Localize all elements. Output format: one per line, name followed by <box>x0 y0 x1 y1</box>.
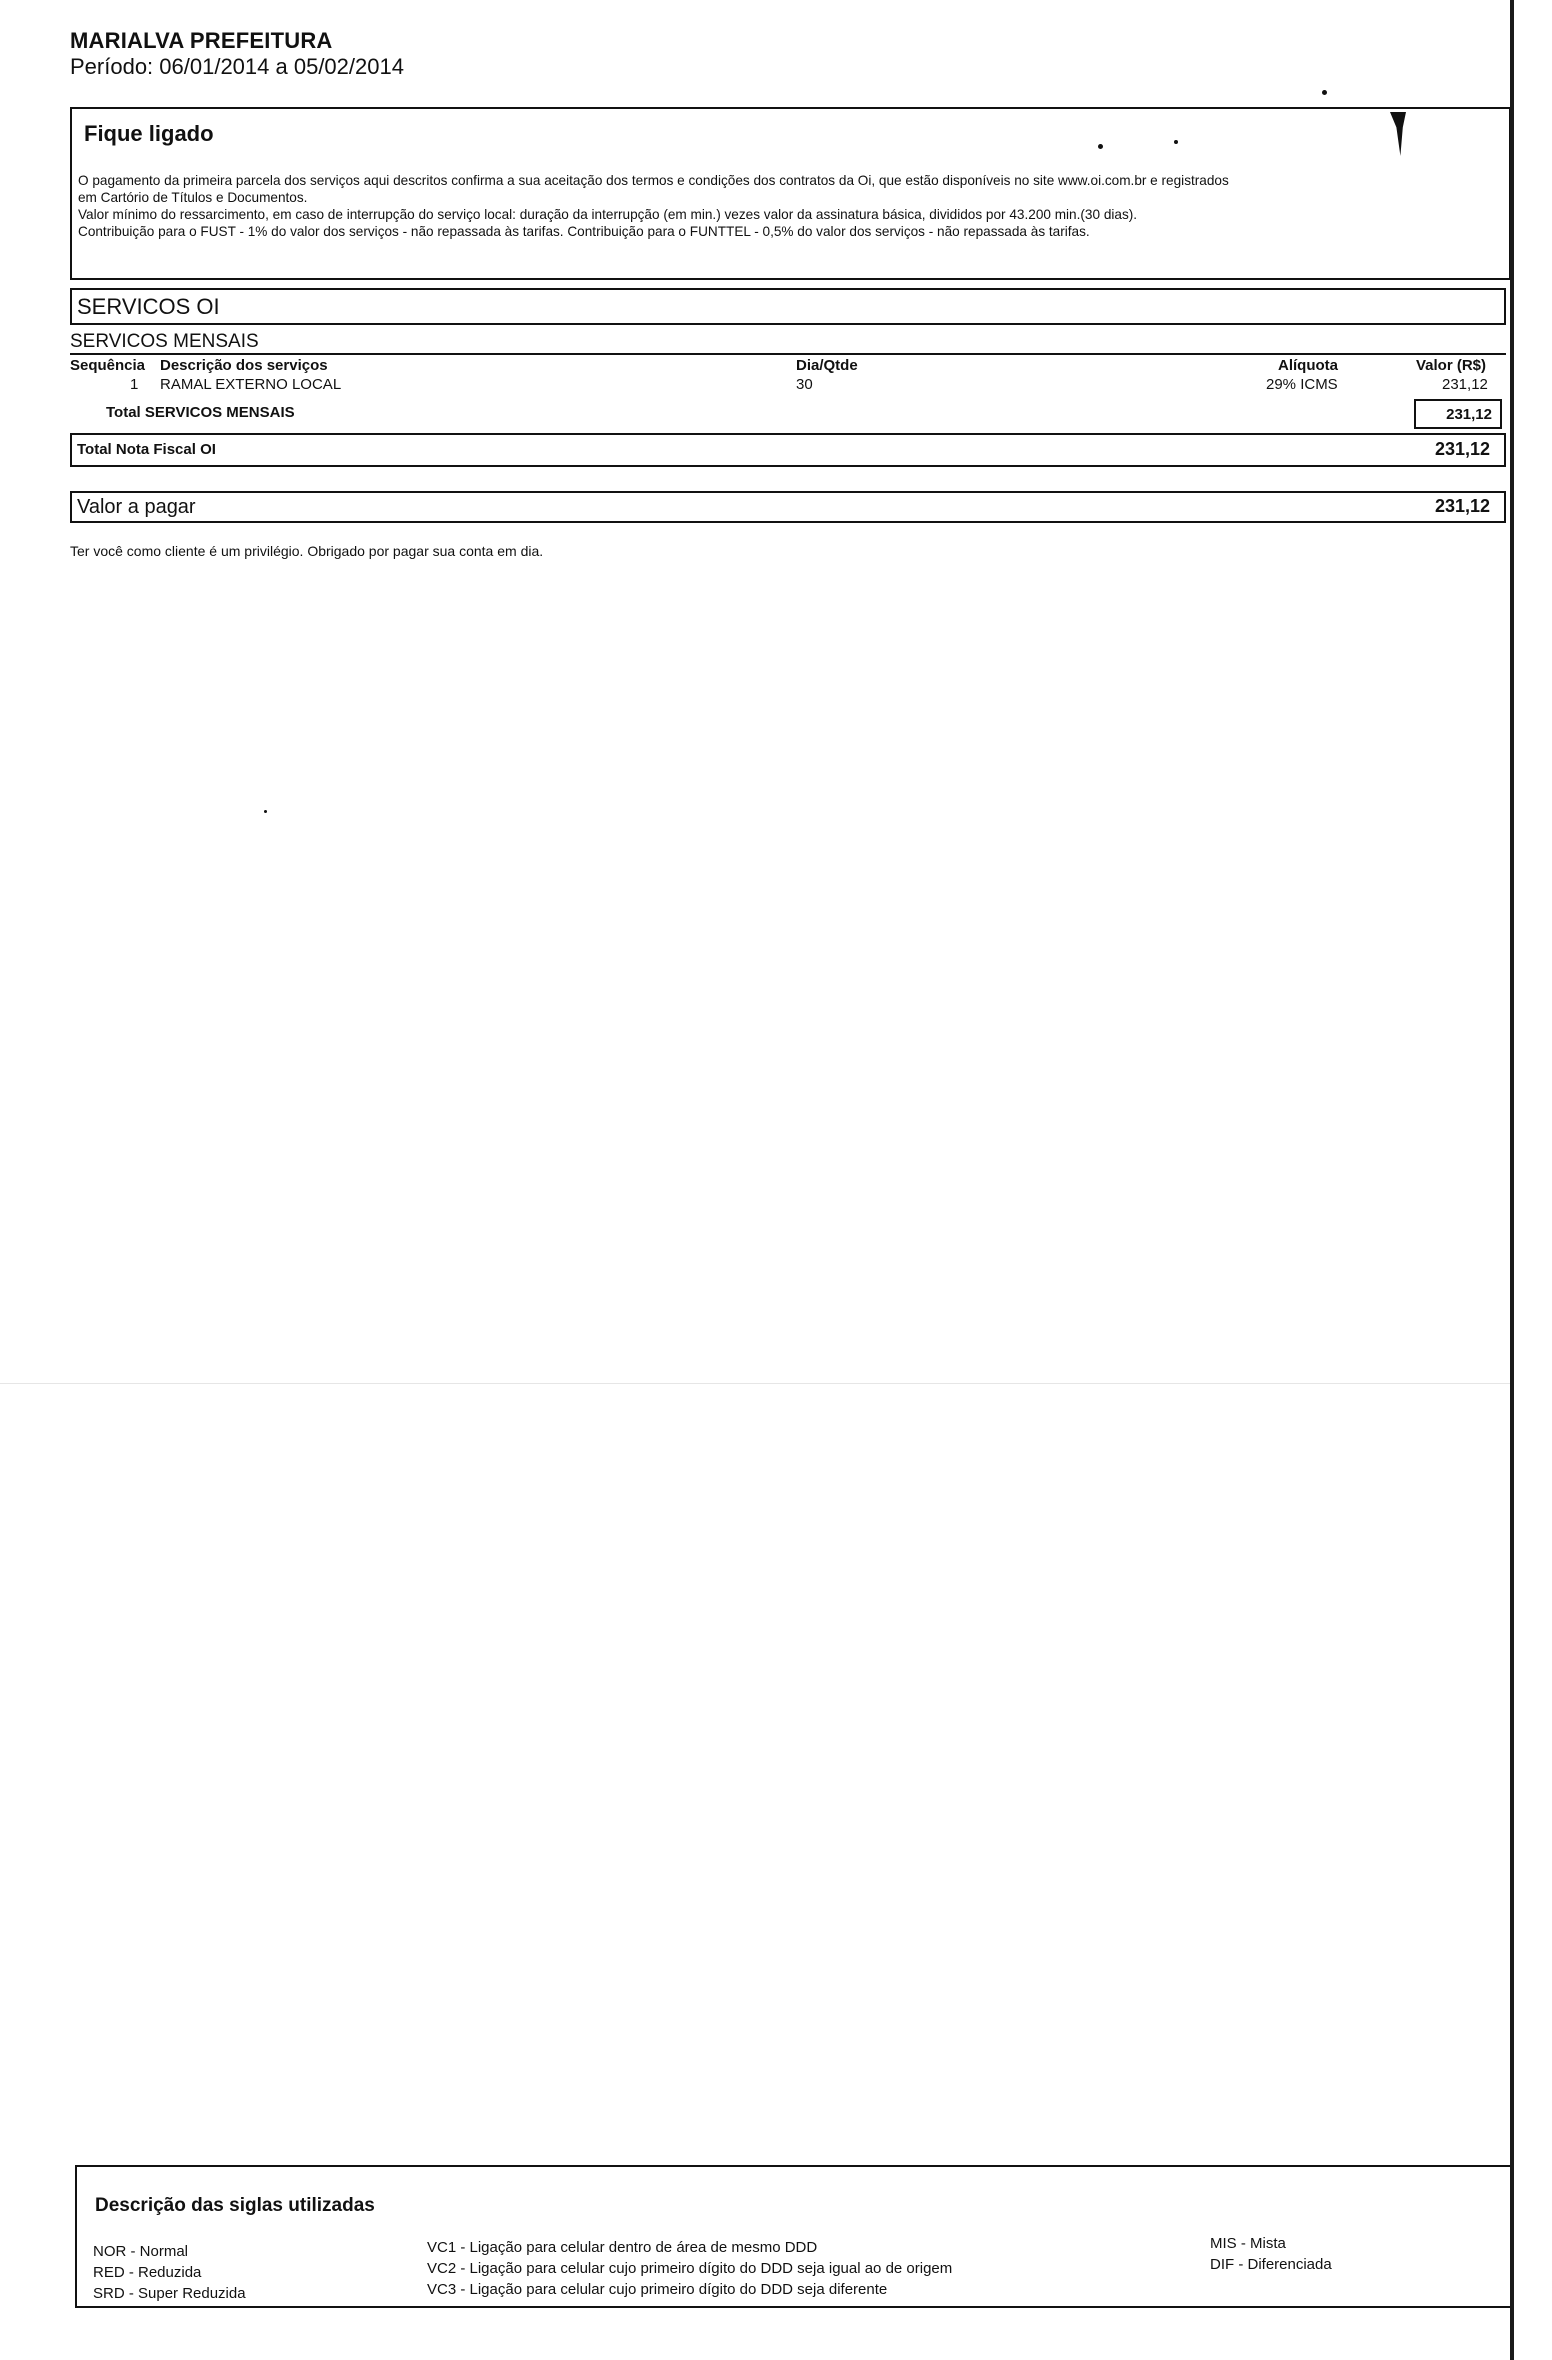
cell-sequencia: 1 <box>130 376 139 393</box>
sigla-item: SRD - Super Reduzida <box>93 2285 246 2302</box>
siglas-col-tarifas <box>93 2241 246 2304</box>
servicos-oi-title: SERVICOS OI <box>77 294 220 319</box>
col-header-aliquota: Alíquota <box>1278 357 1338 374</box>
siglas-legend-box <box>75 2165 1520 2308</box>
paper-fold-line <box>0 1383 1510 1384</box>
sigla-item: VC3 - Ligação para celular cujo primeiro dígito do DDD seja diferente <box>427 2281 888 2298</box>
ink-speck <box>1322 90 1327 95</box>
fique-ligado-box <box>70 107 1511 280</box>
total-nota-fiscal-value: 231,12 <box>1434 439 1490 459</box>
cell-aliquota: 29% ICMS <box>1266 376 1338 393</box>
col-header-valor: Valor (R$) <box>1416 357 1487 374</box>
sigla-item: VC1 - Ligação para celular dentro de área de mesmo DDD <box>427 2239 818 2256</box>
valor-a-pagar-label: Valor a pagar <box>77 496 196 518</box>
total-mensais-label: Total SERVICOS MENSAIS <box>106 404 295 421</box>
fique-ligado-text <box>78 172 1508 240</box>
fique-ligado-line: Contribuição para o FUST - 1% do valor dos serviços - não repassada às tarifas. Contribuição para o FUNTTEL - 0,5% do valor dos serviços - não repassada às tarifas. <box>78 224 1090 239</box>
siglas-title: Descrição das siglas utilizadas <box>95 2195 375 2216</box>
servicos-mensais-title: SERVICOS MENSAIS <box>70 331 259 352</box>
valor-a-pagar <box>70 491 1506 523</box>
total-mensais-box <box>1414 399 1502 429</box>
siglas-col-outros <box>1210 2233 1332 2275</box>
sigla-item: RED - Reduzida <box>93 2264 202 2281</box>
ink-speck <box>1174 140 1178 144</box>
thanks-message: Ter você como cliente é um privilégio. Obrigado por pagar sua conta em dia. <box>70 543 544 559</box>
ink-speck <box>264 810 267 813</box>
total-nota-fiscal <box>70 433 1506 467</box>
col-header-dia-qtde: Dia/Qtde <box>796 357 858 374</box>
cell-descricao: RAMAL EXTERNO LOCAL <box>160 376 342 393</box>
company-name: MARIALVA PREFEITURA <box>70 28 333 53</box>
ink-speck <box>1098 144 1103 149</box>
sigla-item: NOR - Normal <box>93 2243 189 2260</box>
sigla-item: VC2 - Ligação para celular cujo primeiro dígito do DDD seja igual ao de origem <box>427 2260 953 2277</box>
billing-period: Período: 06/01/2014 a 05/02/2014 <box>70 54 404 79</box>
siglas-col-celular <box>427 2237 952 2300</box>
cell-dia-qtde: 30 <box>796 376 813 393</box>
fique-ligado-line: O pagamento da primeira parcela dos serviços aqui descritos confirma a sua aceitação dos termos e condições dos contratos da Oi, que estão disponíveis no site www.oi.com.br e registrados <box>78 173 1229 188</box>
sigla-item: MIS - Mista <box>1210 2235 1286 2252</box>
scanned-page-edge <box>1510 0 1552 2360</box>
cell-valor: 231,12 <box>1442 376 1488 393</box>
fique-ligado-title: Fique ligado <box>84 121 214 146</box>
section-divider <box>70 353 1506 355</box>
total-mensais-value: 231,12 <box>1446 406 1492 423</box>
sigla-item: DIF - Diferenciada <box>1210 2256 1332 2273</box>
fique-ligado-line: em Cartório de Títulos e Documentos. <box>78 190 308 205</box>
total-nota-fiscal-label: Total Nota Fiscal OI <box>77 441 216 458</box>
col-header-descricao: Descrição dos serviços <box>160 357 328 374</box>
fique-ligado-line: Valor mínimo do ressarcimento, em caso de interrupção do serviço local: duração da interrupção (em min.) vezes valor da assinatura básica, divididos por 43.200 min.(30 dias). <box>78 207 1138 222</box>
col-header-sequencia: Sequência <box>70 357 146 374</box>
servicos-oi-header <box>70 288 1506 325</box>
valor-a-pagar-value: 231,12 <box>1434 496 1490 516</box>
